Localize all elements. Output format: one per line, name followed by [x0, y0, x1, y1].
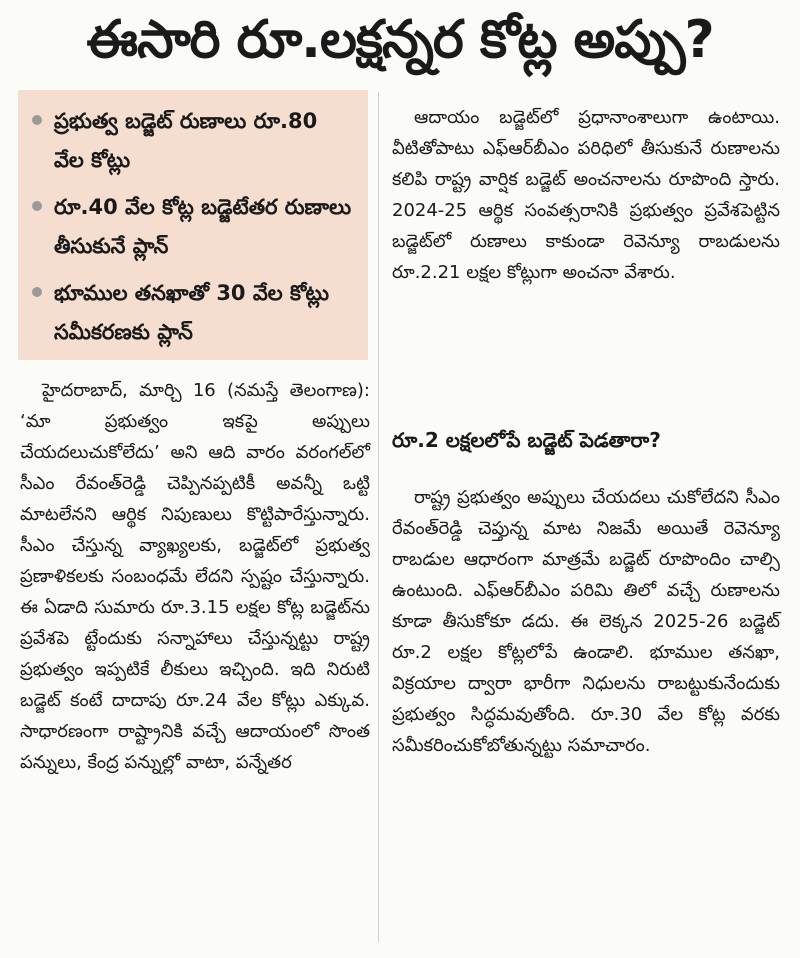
article-right-column-top: ఆదాయం బడ్జెట్‌లో ప్రధానాంశాలుగా ఉంటాయి. వీటితోపాటు ఎఫ్‌ఆర్‌బీఎం పరిధిలో తీసుకునే రుణాలను కలిపి రాష్ట్ర వార్షిక బడ్జెట్ అంచనాలను రూపొంది స్తారు. 2024-25 ఆర్థిక సంవత్సరానికి ప్రభుత్వం ప్రవేశపెట్టిన బడ్జెట్‌లో రుణాలు కాకుండా రెవెన్యూ రాబడులను రూ.2.21 లక్షల కోట్లుగా అంచనా వేశారు.: [392, 107, 780, 283]
column-divider: [378, 92, 379, 942]
highlight-text: భూముల తనఖాతో 30 వేల కోట్లు సమీకరణకు ప్లాన్: [54, 281, 330, 344]
highlight-item: [32, 274, 360, 352]
article-left-column: హైదరాబాద్, మార్చి 16 (నమస్తే తెలంగాణ): ‘మా ప్రభుత్వం ఇకపై అప్పులు చేయదలుచుకోలేదు’ అని ఆది వారం వరంగల్‌లో సీఎం రేవంత్‌రెడ్డి చెప్పినప్పటికీ అవన్నీ ఒట్టి మాటలేనని ఆర్థిక నిపుణులు కొట్టిపారేస్తున్నారు. సీఎం చేస్తున్న వ్యాఖ్యలకు, బడ్జెట్‌లో ప్రభుత్వ ప్రణాళికలకు సంబంధమే లేదని స్పష్టం చేస్తున్నారు. ఈ ఏడాది సుమారు రూ.3.15 లక్షల కోట్ల బడ్జెట్‌ను ప్రవేశపె ట్టేందుకు సన్నాహాలు చేస్తున్నట్టు రాష్ట్ర ప్రభుత్వం ఇప్పటికే లీకులు ఇచ్చింది. ఇది నిరుటి బడ్జెట్ కంటే దాదాపు రూ.24 వేల కోట్లు ఎక్కువ. సాధారణంగా రాష్ట్రానికి వచ్చే ఆదాయంలో సొంత పన్నులు, కేంద్ర పన్నుల్లో వాటా, పన్నేతర: [20, 380, 370, 773]
article-subheading: రూ.2 లక్షలలోపే బడ్జెట్ పెడతారా?: [392, 428, 661, 452]
highlight-text: రూ.40 వేల కోట్ల బడ్జెటేతర రుణాలు తీసుకునే ప్లాన్: [54, 195, 352, 258]
highlight-item: [32, 188, 360, 266]
bullet-icon: [32, 115, 42, 125]
article-right-column-bottom: రాష్ట్ర ప్రభుత్వం అప్పులు చేయదలు చుకోలేదని సీఎం రేవంత్‌రెడ్డి చెప్తున్న మాట నిజమే అయితే రెవెన్యూ రాబడుల ఆధారంగా మాత్రమే బడ్జెట్ రూపొందిం చాల్సి ఉంటుంది. ఎఫ్‌ఆర్‌బీఎం పరిమి తిలో వచ్చే రుణాలను కూడా తీసుకోకూ డదు. ఈ లెక్కన 2025-26 బడ్జెట్ రూ.2 లక్షల కోట్లలోపే ఉండాలి. భూముల తనఖా, విక్రయాల ద్వారా భారీగా నిధులను రాబట్టుకునేందుకు ప్రభుత్వం సిద్ధమవుతోంది. రూ.30 వేల కోట్ల వరకు సమీకరించుకోబోతున్నట్టు సమాచారం.: [392, 487, 780, 756]
bullet-icon: [32, 287, 42, 297]
highlight-item: [32, 102, 360, 180]
headline: ఈసారి రూ.లక్షన్నర కోట్ల అప్పు?: [86, 10, 714, 70]
highlight-text: ప్రభుత్వ బడ్జెట్ రుణాలు రూ.80 వేల కోట్లు: [54, 109, 318, 172]
bullet-icon: [32, 201, 42, 211]
highlights-box: [18, 90, 368, 360]
